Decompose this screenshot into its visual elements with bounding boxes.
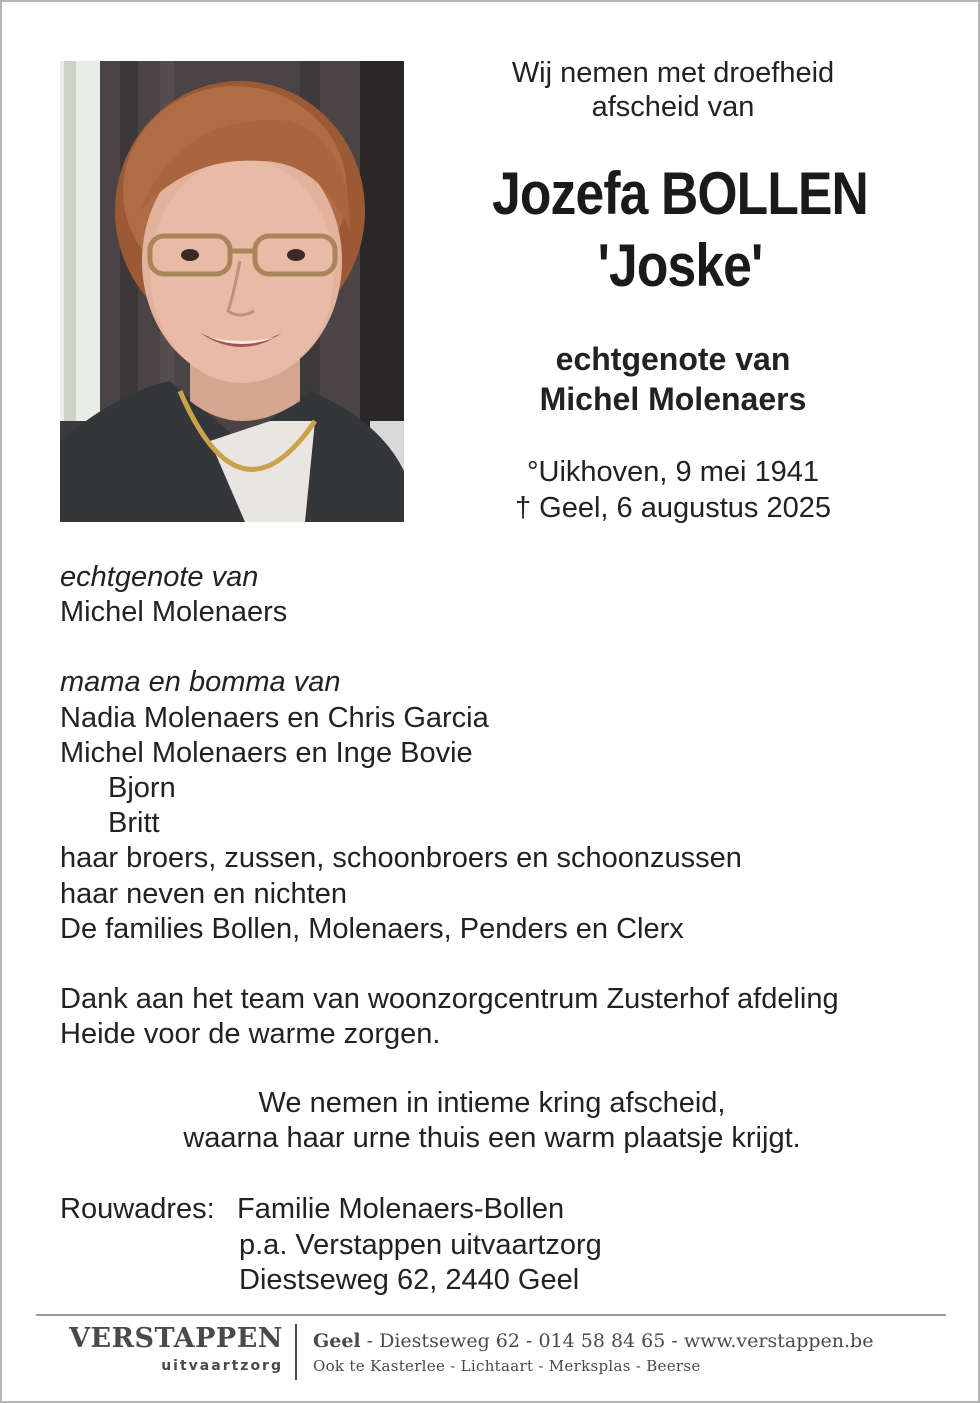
- family-spouse-name: Michel Molenaers: [60, 596, 288, 629]
- contact-details: - Diestseweg 62 - 014 58 84 65 - www.verstappen.be: [360, 1330, 874, 1352]
- family-grandchild: Bjorn: [108, 772, 176, 805]
- deceased-name-block: [475, 158, 884, 302]
- portrait-photo: [60, 61, 404, 522]
- family-child: Michel Molenaers en Inge Bovie: [60, 736, 473, 769]
- deceased-name: Jozefa BOLLEN: [492, 160, 868, 227]
- intro-line-2: afscheid van: [591, 91, 755, 123]
- spacer: [60, 630, 940, 665]
- family-spouse-label: echtgenote van: [60, 561, 259, 593]
- address-row-1: [60, 1192, 940, 1228]
- mourning-address: [60, 1192, 940, 1299]
- family-list: [60, 560, 940, 1052]
- thanks-line-2: Heide voor de warme zorgen.: [60, 1018, 441, 1051]
- family-other: De families Bollen, Molenaers, Penders en Clerx: [60, 912, 684, 945]
- footer-divider: [36, 1314, 946, 1316]
- closing-text: [42, 1086, 942, 1156]
- closing-line-1: We nemen in intieme kring afscheid,: [258, 1087, 726, 1119]
- contact-line: [313, 1328, 953, 1354]
- logo-separator: [295, 1324, 297, 1380]
- birth-date: °Uikhoven, 9 mei 1941: [526, 456, 820, 488]
- family-other: haar neven en nichten: [60, 877, 347, 910]
- contact-city: Geel: [313, 1330, 361, 1352]
- family-children-label: mama en bomma van: [60, 666, 341, 699]
- other-locations: Ook te Kasterlee - Lichtaart - Merksplas - Beerse: [313, 1357, 701, 1375]
- address-label: Rouwadres:: [60, 1193, 215, 1225]
- life-dates: [442, 454, 904, 526]
- thanks-line-1: Dank aan het team van woonzorgcentrum Zusterhof afdeling: [60, 983, 839, 1016]
- family-child: Nadia Molenaers en Chris Garcia: [60, 701, 489, 734]
- closing-line-2: waarna haar urne thuis een warm plaatsje krijgt.: [183, 1122, 801, 1155]
- spacer: [60, 947, 940, 982]
- footer-contact: [313, 1328, 953, 1378]
- intro-line-1: Wij nemen met droefheid: [511, 57, 835, 89]
- address-line-3: Diestseweg 62, 2440 Geel: [239, 1264, 580, 1296]
- family-grandchild: Britt: [108, 807, 160, 840]
- address-line-1: Familie Molenaers-Bollen: [237, 1193, 565, 1225]
- death-date: † Geel, 6 augustus 2025: [514, 492, 831, 524]
- deceased-nickname: 'Joske': [597, 232, 763, 299]
- spouse-heading: [442, 339, 904, 419]
- spouse-heading-label: echtgenote van: [555, 341, 791, 377]
- spouse-heading-name: Michel Molenaers: [539, 381, 807, 417]
- family-other: haar broers, zussen, schoonbroers en schoonzussen: [60, 842, 742, 875]
- address-line-2: p.a. Verstappen uitvaartzorg: [239, 1228, 602, 1261]
- intro-text: [442, 56, 904, 124]
- logo-subtitle: uitvaartzorg: [161, 1358, 283, 1374]
- portrait-illustration: [60, 61, 404, 522]
- logo-name: VERSTAPPEN: [69, 1323, 283, 1354]
- funeral-home-logo: [68, 1322, 283, 1384]
